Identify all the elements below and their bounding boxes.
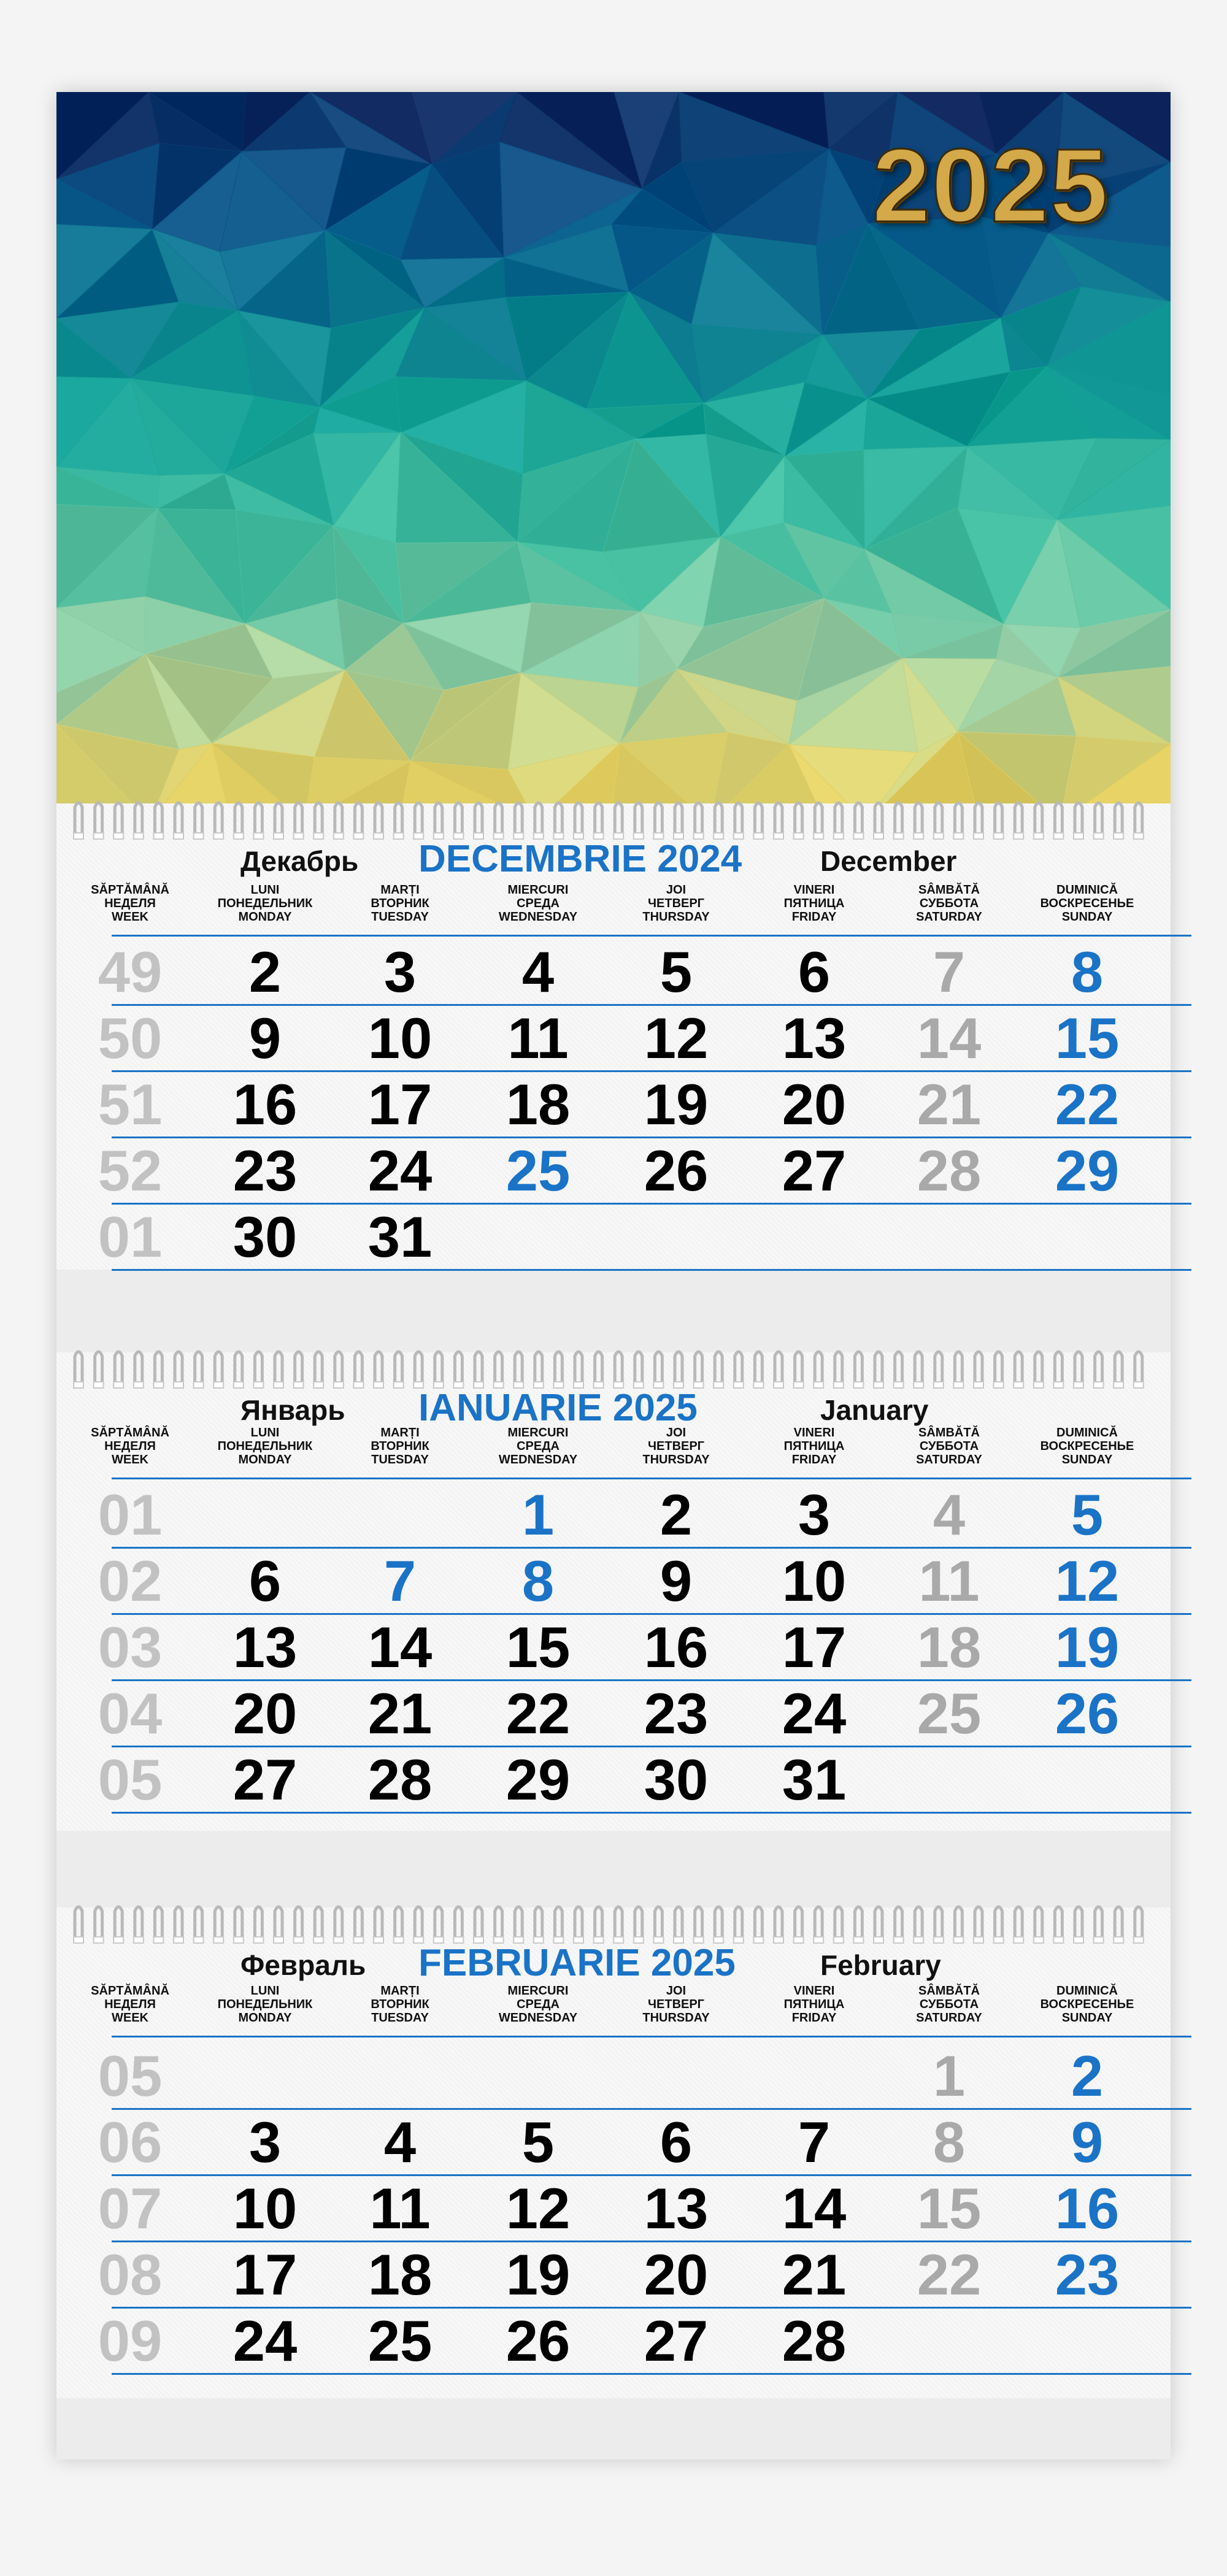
day-cell: 9: [660, 1549, 693, 1613]
header-artwork: [56, 92, 1171, 822]
day-cell: 5: [1071, 1482, 1104, 1547]
day-cell: 23: [1055, 2242, 1120, 2307]
weekday-header-label: MARȚI: [380, 1984, 420, 1998]
weekday-header: [464, 883, 612, 924]
day-cell: 22: [1055, 1072, 1120, 1137]
day-cell: 2: [660, 1482, 693, 1547]
day-cell: 21: [782, 2242, 847, 2307]
month-title-russian: Декабрь: [240, 845, 359, 877]
week-number: 04: [98, 1681, 163, 1746]
weekday-header-label: ПОНЕДЕЛЬНИК: [217, 1439, 313, 1453]
weekday-header: [326, 883, 474, 924]
weekday-header-label: MIERCURI: [507, 1426, 569, 1439]
day-cell: 24: [367, 1138, 433, 1203]
day-cell: 12: [1055, 1549, 1120, 1613]
week-number: 52: [98, 1138, 163, 1203]
day-cell: 26: [1055, 1681, 1120, 1746]
day-cell: 3: [383, 940, 417, 1004]
day-cell: 19: [1055, 1615, 1120, 1679]
day-cell: 3: [798, 1482, 831, 1547]
weekday-header: [464, 1426, 612, 1466]
day-cell: 25: [506, 1138, 571, 1203]
weekday-header-label: СУББОТА: [919, 1998, 979, 2011]
header-divider: [112, 1478, 1191, 1479]
day-cell: 13: [644, 2176, 709, 2241]
day-cell: 15: [917, 2176, 982, 2241]
day-cell: 26: [506, 2309, 571, 2373]
weekday-header-label: WEDNESDAY: [498, 910, 578, 924]
weekday-header-label: СУББОТА: [919, 1439, 979, 1453]
day-cell: 15: [506, 1615, 571, 1679]
weekday-header-label: MIERCURI: [507, 883, 569, 897]
day-cell: 4: [383, 2110, 417, 2174]
weekday-header: [191, 1426, 339, 1466]
month-title-romanian: DECEMBRIE 2024: [418, 838, 742, 880]
day-cell: 20: [782, 1072, 847, 1137]
day-cell: 22: [506, 1681, 571, 1746]
day-cell: 30: [644, 1747, 709, 1812]
day-cell: 14: [367, 1615, 433, 1679]
weekday-header: [740, 1426, 888, 1466]
weekday-header-label: DUMINICĂ: [1056, 1984, 1118, 1998]
weekday-header-label: TUESDAY: [371, 910, 429, 924]
weekday-header: [740, 1984, 888, 2025]
day-cell: 21: [367, 1681, 433, 1746]
weekday-header-label: SATURDAY: [916, 2011, 982, 2025]
weekday-header-label: MIERCURI: [507, 1984, 569, 1998]
weekday-header-label: SUNDAY: [1061, 910, 1113, 924]
day-cell: 22: [917, 2242, 982, 2307]
weekday-header-label: SÂMBĂTĂ: [918, 1426, 980, 1439]
week-number: 50: [98, 1006, 163, 1070]
weekday-header-label: VINERI: [793, 1426, 835, 1439]
week-number: 01: [98, 1482, 163, 1547]
wall-calendar: [56, 92, 1171, 2459]
day-cell: 19: [644, 1072, 709, 1137]
weekday-header: [1014, 1426, 1161, 1466]
day-cell: 20: [233, 1681, 298, 1746]
weekday-header: [875, 1426, 1023, 1466]
day-cell: 18: [506, 1072, 571, 1137]
month-title-russian: Январь: [240, 1394, 345, 1426]
year-title: 2025: [872, 128, 1109, 244]
weekday-header: [875, 1984, 1023, 2025]
weekday-header-row: [56, 1426, 1171, 1478]
weekday-header: [191, 883, 339, 924]
day-cell: 18: [917, 1615, 982, 1679]
weekday-header-row: [56, 1984, 1171, 2036]
weekday-header-label: THURSDAY: [642, 1453, 710, 1466]
row-divider: [112, 1812, 1191, 1814]
weekday-header: [1014, 883, 1161, 924]
weekday-header-label: WEDNESDAY: [498, 1453, 578, 1466]
weekday-header-label: JOI: [666, 1426, 687, 1439]
day-cell: 19: [506, 2242, 571, 2307]
weekday-header-label: DUMINICĂ: [1056, 883, 1118, 897]
day-cell: 8: [521, 1549, 555, 1613]
week-number: 05: [98, 2044, 163, 2108]
weekday-header-label: SĂPTĂMÂNĂ: [91, 1426, 169, 1439]
weekday-header: [1014, 1984, 1161, 2025]
day-cell: 12: [644, 1006, 709, 1070]
week-number: 07: [98, 2176, 163, 2241]
weekday-header-label: ВТОРНИК: [371, 1998, 429, 2011]
weekday-header-label: MONDAY: [238, 910, 292, 924]
weekday-header-label: ВТОРНИК: [371, 1439, 429, 1453]
week-number: 51: [98, 1072, 163, 1137]
weekday-header-label: SATURDAY: [916, 1453, 982, 1466]
weekday-header-label: ПОНЕДЕЛЬНИК: [217, 897, 313, 910]
weekday-header-label: ВОСКРЕСЕНЬЕ: [1040, 1439, 1134, 1453]
header-divider: [112, 2036, 1191, 2037]
weekday-header-label: FRIDAY: [791, 2011, 837, 2025]
day-cell: 4: [933, 1482, 966, 1547]
weekday-header: [56, 1984, 204, 2025]
weekday-header-label: THURSDAY: [642, 910, 710, 924]
day-cell: 4: [521, 940, 555, 1004]
weekday-header: [602, 883, 750, 924]
weekday-header: [56, 883, 204, 924]
day-cell: 8: [933, 2110, 966, 2174]
day-cell: 7: [383, 1549, 417, 1613]
weekday-header-label: НЕДЕЛЯ: [104, 1439, 156, 1453]
day-cell: 23: [233, 1138, 298, 1203]
day-cell: 18: [367, 2242, 433, 2307]
weekday-header-label: SĂPTĂMÂNĂ: [91, 883, 169, 897]
weekday-header-row: [56, 883, 1171, 935]
weekday-header: [602, 1984, 750, 2025]
weekday-header-label: LUNI: [250, 1426, 280, 1439]
weekday-header-label: SĂPTĂMÂNĂ: [91, 1984, 169, 1998]
weekday-header-label: ЧЕТВЕРГ: [647, 1439, 705, 1453]
day-cell: 25: [367, 2309, 433, 2373]
day-cell: 6: [660, 2110, 693, 2174]
day-cell: 6: [248, 1549, 282, 1613]
month-panel-december: [56, 803, 1171, 1270]
day-cell: 1: [933, 2044, 966, 2108]
weekday-header-label: ЧЕТВЕРГ: [647, 1998, 705, 2011]
weekday-header: [740, 883, 888, 924]
day-cell: 11: [918, 1549, 980, 1613]
day-cell: 29: [506, 1747, 571, 1812]
weekday-header-label: ПЯТНИЦА: [783, 1998, 845, 2011]
day-cell: 2: [248, 940, 282, 1004]
week-number: 09: [98, 2309, 163, 2373]
day-cell: 12: [506, 2176, 571, 2241]
weekday-header-label: SUNDAY: [1061, 1453, 1113, 1466]
day-cell: 13: [782, 1006, 847, 1070]
day-cell: 9: [248, 1006, 282, 1070]
day-cell: 27: [644, 2309, 709, 2373]
day-cell: 28: [367, 1747, 433, 1812]
weekday-header-label: ВОСКРЕСЕНЬЕ: [1040, 1998, 1134, 2011]
week-number: 01: [98, 1205, 163, 1269]
weekday-header-label: WEEK: [112, 1453, 148, 1466]
day-cell: 28: [782, 2309, 847, 2373]
day-cell: 10: [782, 1549, 847, 1613]
weekday-header-label: WEEK: [112, 2011, 148, 2025]
day-cell: 7: [933, 940, 966, 1004]
day-cell: 26: [644, 1138, 709, 1203]
weekday-header-label: FRIDAY: [791, 910, 837, 924]
day-cell: 24: [782, 1681, 847, 1746]
weekday-header-label: SATURDAY: [916, 910, 982, 924]
day-cell: 17: [367, 1072, 433, 1137]
month-title-russian: Февраль: [240, 1949, 366, 1981]
week-number: 06: [98, 2110, 163, 2174]
weekday-header: [326, 1426, 474, 1466]
day-cell: 16: [233, 1072, 298, 1137]
month-title-english: February: [820, 1949, 941, 1981]
weekday-header-label: TUESDAY: [371, 2011, 429, 2025]
day-cell: 8: [1071, 940, 1104, 1004]
day-cell: 27: [782, 1138, 847, 1203]
day-cell: 28: [917, 1138, 982, 1203]
weekday-header: [56, 1426, 204, 1466]
weekday-header-label: DUMINICĂ: [1056, 1426, 1118, 1439]
weekday-header-label: LUNI: [250, 1984, 280, 1998]
weekday-header-label: MARȚI: [380, 883, 420, 897]
month-panel-january: [56, 1352, 1171, 1831]
weekday-header-label: JOI: [666, 883, 687, 897]
weekday-header: [326, 1984, 474, 2025]
weekday-header-label: ПЯТНИЦА: [783, 1439, 845, 1453]
week-number: 08: [98, 2242, 163, 2307]
week-number: 49: [98, 940, 163, 1004]
day-cell: 13: [233, 1615, 298, 1679]
month-title-romanian: IANUARIE 2025: [418, 1387, 698, 1429]
month-title-english: January: [820, 1394, 929, 1426]
weekday-header-label: VINERI: [793, 883, 835, 897]
day-cell: 10: [367, 1006, 433, 1070]
day-cell: 30: [233, 1205, 298, 1269]
day-cell: 21: [917, 1072, 982, 1137]
day-cell: 31: [782, 1747, 847, 1812]
month-title: [56, 837, 1171, 880]
month-title-romanian: FEBRUARIE 2025: [418, 1942, 736, 1984]
weekday-header: [602, 1426, 750, 1466]
weekday-header-label: SUNDAY: [1061, 2011, 1113, 2025]
day-cell: 27: [233, 1747, 298, 1812]
day-cell: 16: [1055, 2176, 1120, 2241]
day-cell: 14: [782, 2176, 847, 2241]
day-cell: 1: [521, 1482, 555, 1547]
weekday-header: [875, 883, 1023, 924]
weekday-header-label: MONDAY: [238, 1453, 292, 1466]
month-panel-february: [56, 1907, 1171, 2398]
header-divider: [112, 935, 1191, 937]
row-divider: [112, 2373, 1191, 2375]
weekday-header-label: НЕДЕЛЯ: [104, 1998, 156, 2011]
day-cell: 29: [1055, 1138, 1120, 1203]
day-cell: 11: [369, 2176, 431, 2241]
day-cell: 10: [233, 2176, 298, 2241]
month-title: [56, 1386, 1171, 1429]
weekday-header-label: ВОСКРЕСЕНЬЕ: [1040, 897, 1134, 910]
weekday-header: [464, 1984, 612, 2025]
day-cell: 20: [644, 2242, 709, 2307]
day-cell: 11: [507, 1006, 569, 1070]
weekday-header-label: SÂMBĂTĂ: [918, 1984, 980, 1998]
day-cell: 3: [248, 2110, 282, 2174]
weekday-header-label: ПЯТНИЦА: [783, 897, 845, 910]
weekday-header: [191, 1984, 339, 2025]
weekday-header-label: WEDNESDAY: [498, 2011, 578, 2025]
week-number: 02: [98, 1549, 163, 1613]
weekday-header-label: СРЕДА: [517, 1439, 560, 1453]
day-cell: 6: [798, 940, 831, 1004]
week-number: 03: [98, 1615, 163, 1679]
day-cell: 15: [1055, 1006, 1120, 1070]
weekday-header-label: MARȚI: [380, 1426, 420, 1439]
row-divider: [112, 1269, 1191, 1271]
weekday-header-label: ЧЕТВЕРГ: [647, 897, 705, 910]
weekday-header-label: ВТОРНИК: [371, 897, 429, 910]
weekday-header-label: SÂMBĂTĂ: [918, 883, 980, 897]
weekday-header-label: TUESDAY: [371, 1453, 429, 1466]
day-cell: 5: [660, 940, 693, 1004]
month-title-english: December: [820, 845, 957, 877]
weekday-header-label: СРЕДА: [517, 897, 560, 910]
day-cell: 16: [644, 1615, 709, 1679]
weekday-header-label: ПОНЕДЕЛЬНИК: [217, 1998, 313, 2011]
day-cell: 7: [798, 2110, 831, 2174]
day-cell: 31: [367, 1205, 433, 1269]
day-cell: 25: [917, 1681, 982, 1746]
weekday-header-label: MONDAY: [238, 2011, 292, 2025]
weekday-header-label: WEEK: [112, 910, 148, 924]
weekday-header-label: НЕДЕЛЯ: [104, 897, 156, 910]
day-cell: 17: [233, 2242, 298, 2307]
weekday-header-label: VINERI: [793, 1984, 835, 1998]
week-number: 05: [98, 1747, 163, 1812]
weekday-header-label: FRIDAY: [791, 1453, 837, 1466]
weekday-header-label: СРЕДА: [517, 1998, 560, 2011]
month-title: [56, 1941, 1171, 1984]
weekday-header-label: THURSDAY: [642, 2011, 710, 2025]
day-cell: 24: [233, 2309, 298, 2373]
day-cell: 17: [782, 1615, 847, 1679]
weekday-header-label: LUNI: [250, 883, 280, 897]
day-cell: 5: [521, 2110, 555, 2174]
weekday-header-label: JOI: [666, 1984, 687, 1998]
day-cell: 23: [644, 1681, 709, 1746]
day-cell: 9: [1071, 2110, 1104, 2174]
day-cell: 14: [917, 1006, 982, 1070]
weekday-header-label: СУББОТА: [919, 897, 979, 910]
day-cell: 2: [1071, 2044, 1104, 2108]
